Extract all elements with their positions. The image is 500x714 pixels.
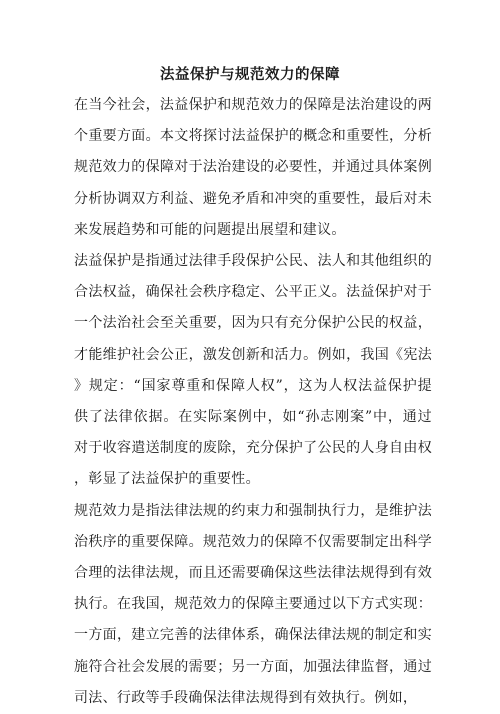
- paragraph-intro: 在当今社会，法益保护和规范效力的保障是法治建设的两个重要方面。本文将探讨法益保护的概念和重要性，分析规范效力的保障对于法治建设的必要性，并通过具体案例分析协调双方利益、避免矛盾和冲突的重要性，最后对未来发展趋势和可能的问题提出展望和建议。: [74, 97, 432, 238]
- document-body: [74, 90, 432, 714]
- paragraph-normative-effect: 规范效力是指法律法规的约束力和强制执行力，是维护法治秩序的重要保障。规范效力的保障不仅需要制定出科学合理的法律法规，而且还需要确保这些法律法规得到有效执行。在我国，规范效力的保障主要通过以下方式实现：一方面，建立完善的法律体系，确保法律法规的制定和实施符合社会发展的需要；另一方面，加强法律监督，通过司法、行政等手段确保法律法规得到有效执行。例如，: [74, 502, 432, 706]
- document-title: 法益保护与规范效力的保障: [160, 67, 340, 83]
- paragraph-legal-interest: 法益保护是指通过法律手段保护公民、法人和其他组织的合法权益，确保社会秩序稳定、公平正义。法益保护对于一个法治社会至关重要，因为只有充分保护公民的权益，才能维护社会公正，激发创新和活力。例如，我国《宪法》规定：“国家尊重和保障人权”，这为人权法益保护提供了法律依据。在实际案例中，如“孙志刚案”中，通过对于收容遣送制度的废除，充分保护了公民的人身自由权，彰显了法益保护的重要性。: [74, 253, 432, 488]
